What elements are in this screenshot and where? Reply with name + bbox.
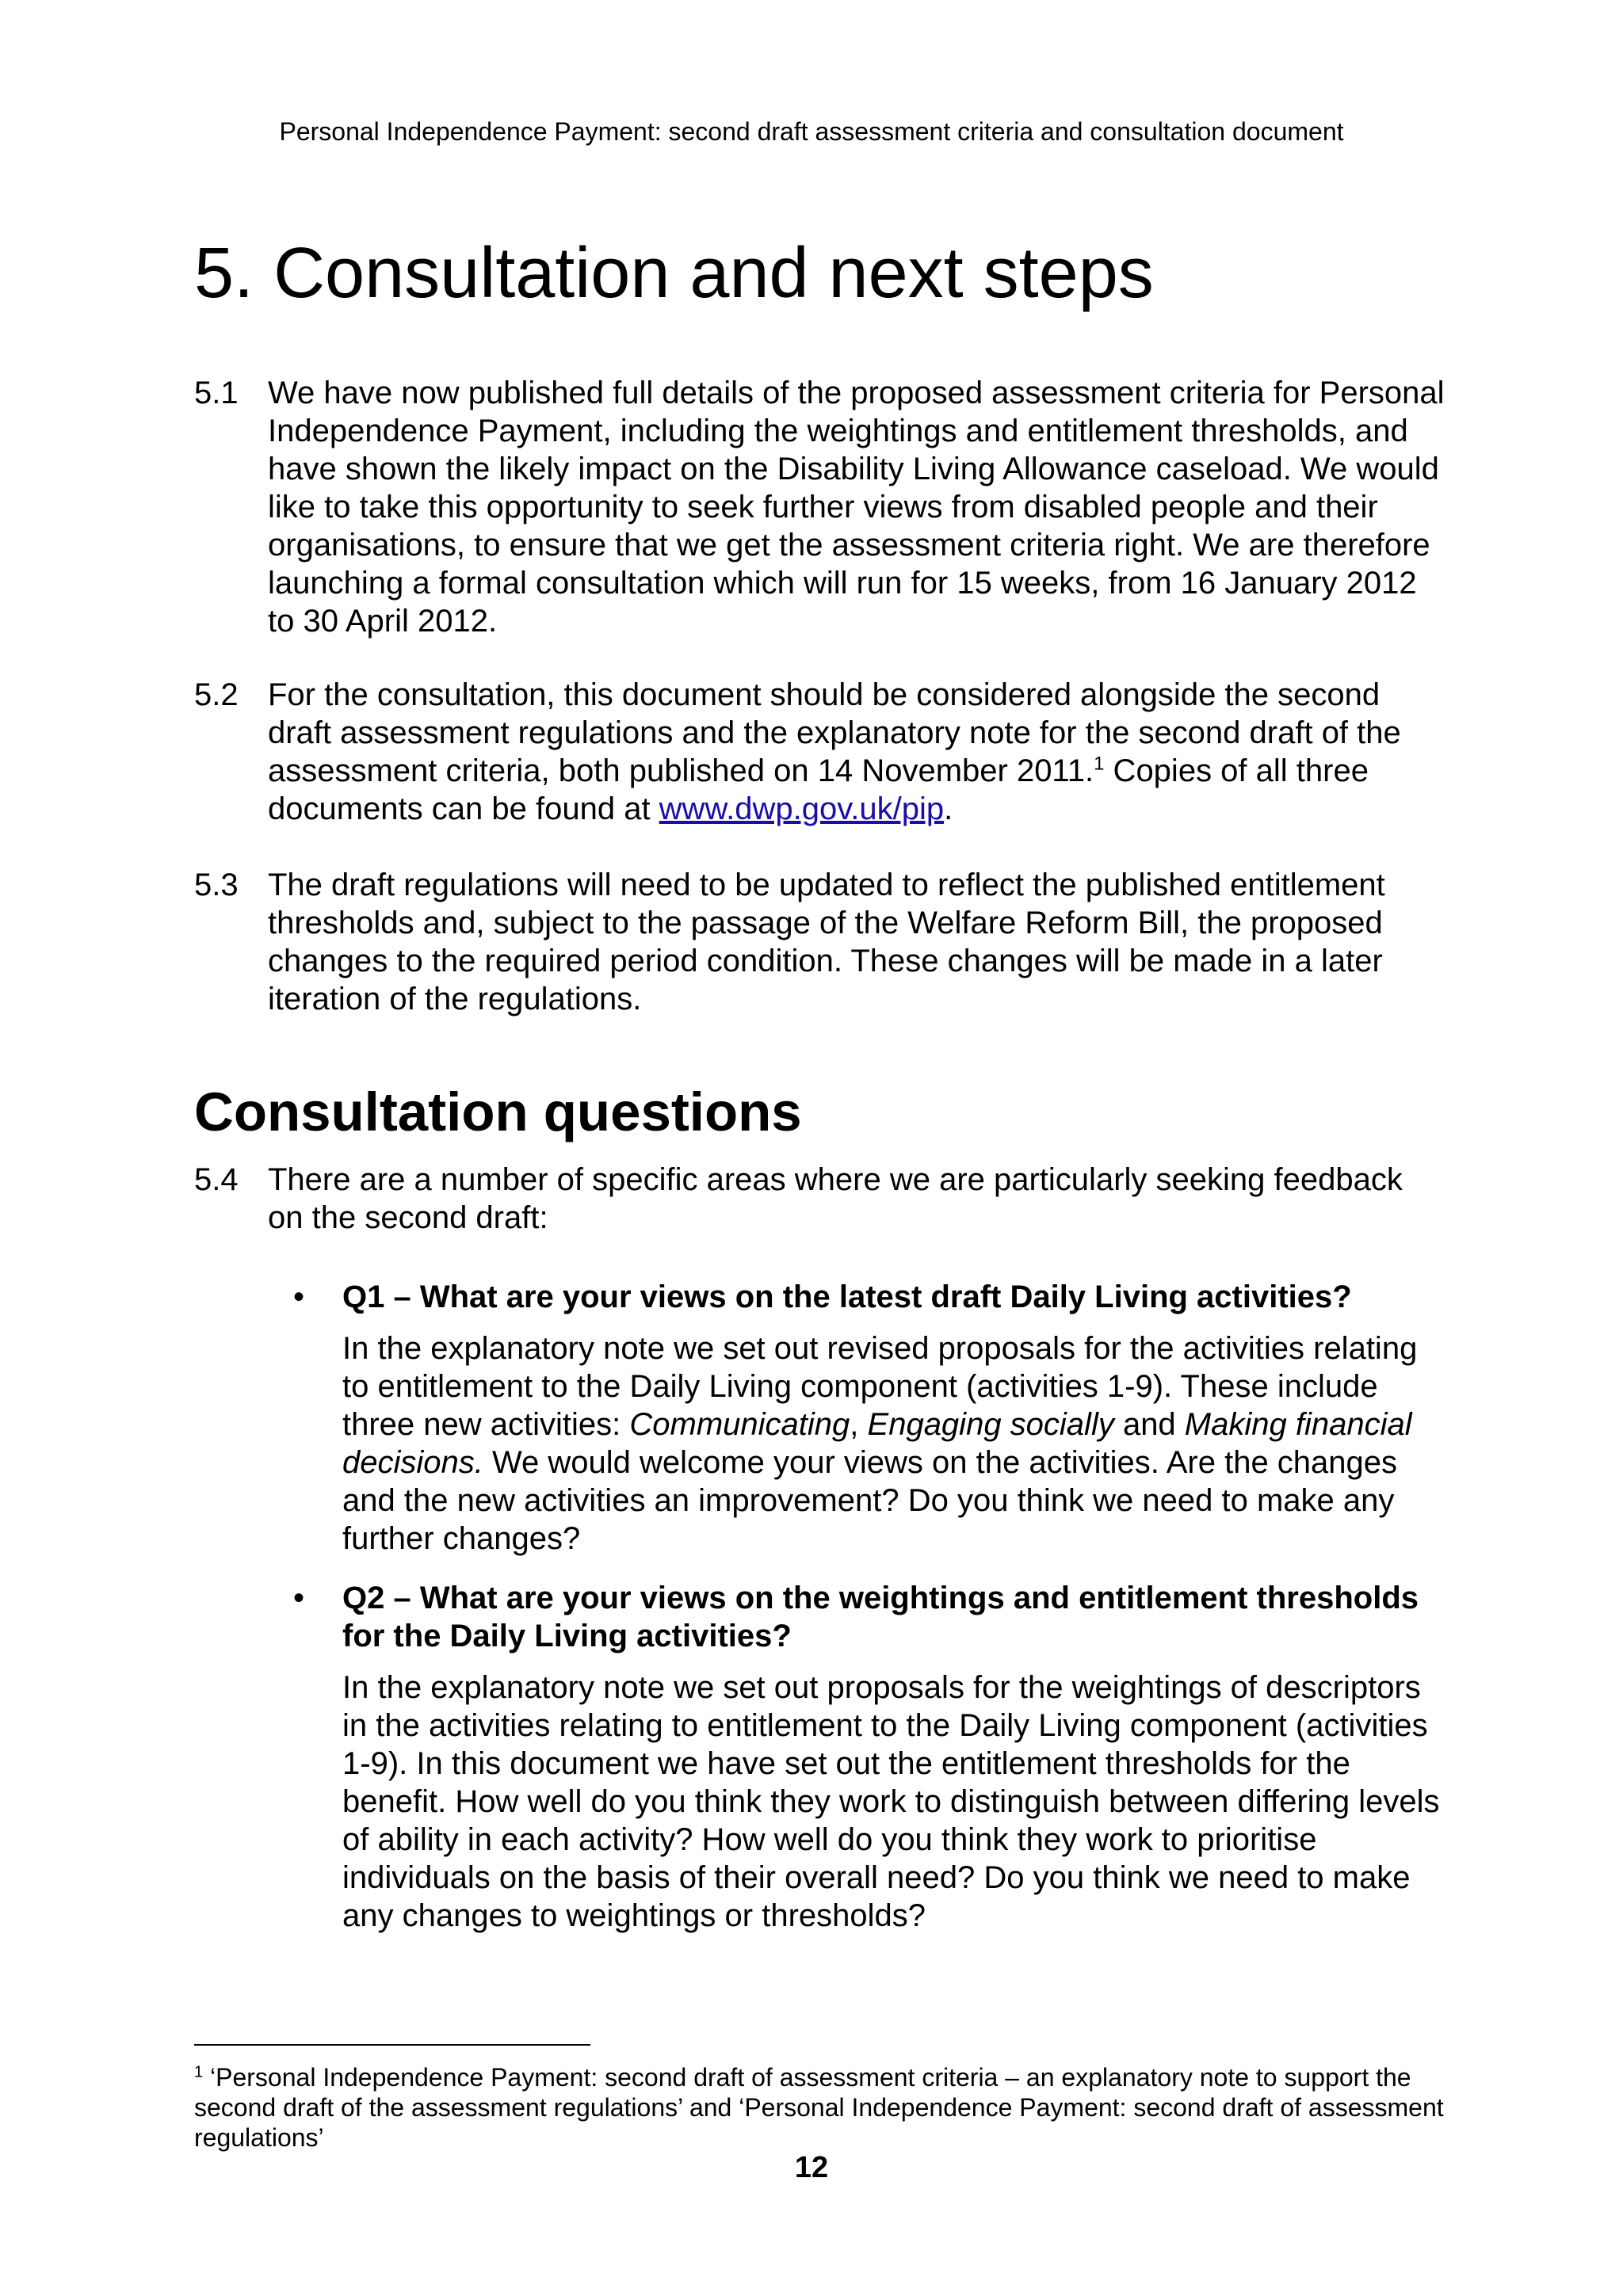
- separator: ,: [850, 1407, 868, 1442]
- paragraph-text-part: For the consultation, this document should be considered alongside the second draft assessment regulations and the explanatory note for the second draft of the assessment criteria, both published on 14 November 2011.: [268, 677, 1401, 788]
- paragraph-text-end: .: [944, 791, 953, 826]
- bullet-icon: •: [293, 1280, 305, 1314]
- paragraph-text: The draft regulations will need to be updated to reflect the published entitlement thresholds and, subject to the passage of the Welfare Reform Bill, the proposed changes to the required period condition. These changes will be made in a later iteration of the regulations.: [268, 868, 1385, 1016]
- question-body-part: In the explanatory note we set out revised proposals for the activities relating to entitlement to the Daily Living component (activities 1-9). These include three new activities:: [342, 1331, 1418, 1442]
- question-title: Q2 – What are your views on the weightings and entitlement thresholds for the Daily Living activities?: [342, 1581, 1419, 1653]
- question-q1: [194, 1278, 1446, 1558]
- paragraph-5-1: [194, 374, 1446, 640]
- paragraph-number: 5.4: [194, 1162, 239, 1197]
- paragraph-number: 5.1: [194, 376, 239, 410]
- paragraph-text: There are a number of specific areas where we are particularly seeking feedback on the second draft:: [268, 1162, 1403, 1235]
- question-body: [342, 1329, 1446, 1558]
- footnote-reference[interactable]: 1: [1094, 753, 1105, 775]
- activity-name: Engaging socially: [867, 1407, 1114, 1442]
- paragraph-number: 5.3: [194, 868, 239, 902]
- paragraph-text-part: Copies of all three documents can be found at: [268, 753, 1369, 826]
- paragraph-text: We have now published full details of the proposed assessment criteria for Personal Independence Payment, including the weightings and entitlement thresholds, and have shown the likely impact on the Disability Living Allowance caseload. We would like to take this opportunity to seek further views from disabled people and their organisations, to ensure that we get the assessment criteria right. We are therefore launching a formal consultation which will run for 15 weeks, from 16 January 2012 to 30 April 2012.: [268, 376, 1445, 639]
- footnote-divider: [194, 2044, 590, 2046]
- activity-name: Communicating: [629, 1407, 850, 1442]
- footnote-text: ‘Personal Independence Payment: second draft of assessment criteria – an explanatory note to support the second draft of the assessment regulations’ and ‘Personal Independence Payment: second draft of assessment regulations’: [194, 2063, 1444, 2152]
- question-body: In the explanatory note we set out proposals for the weightings of descriptors in the activities relating to entitlement to the Daily Living component (activities 1-9). In this document we have set out the entitlement thresholds for the benefit. How well do you think they work to distinguish between differing levels of ability in each activity? How well do you think they work to prioritise individuals on the basis of their overall need? Do you think we need to make any changes to weightings or thresholds?: [342, 1670, 1440, 1933]
- separator: and: [1113, 1407, 1185, 1442]
- activity-name: Making financial decisions.: [342, 1407, 1412, 1480]
- page-number: 12: [794, 2151, 829, 2184]
- section-heading: Consultation questions: [194, 1081, 802, 1142]
- paragraph-5-2: [194, 676, 1446, 828]
- paragraph-text: [268, 676, 1446, 828]
- question-body-part: We would welcome your views on the activities. Are the changes and the new activities an improvement? Do you think we need to make any further changes?: [342, 1445, 1398, 1556]
- paragraph-5-4: [194, 1161, 1446, 1237]
- chapter-title: 5. Consultation and next steps: [194, 234, 1154, 313]
- paragraph-5-3: [194, 866, 1446, 1018]
- footnote: [194, 2062, 1446, 2153]
- running-header: Personal Independence Payment: second draft assessment criteria and consultation document: [279, 117, 1344, 146]
- bullet-icon: •: [293, 1581, 305, 1615]
- question-q2: [194, 1579, 1446, 1935]
- footnote-marker: 1: [194, 2063, 204, 2081]
- question-title: Q1 – What are your views on the latest draft Daily Living activities?: [342, 1280, 1352, 1314]
- paragraph-number: 5.2: [194, 677, 239, 712]
- pip-website-link[interactable]: www.dwp.gov.uk/pip: [659, 791, 945, 826]
